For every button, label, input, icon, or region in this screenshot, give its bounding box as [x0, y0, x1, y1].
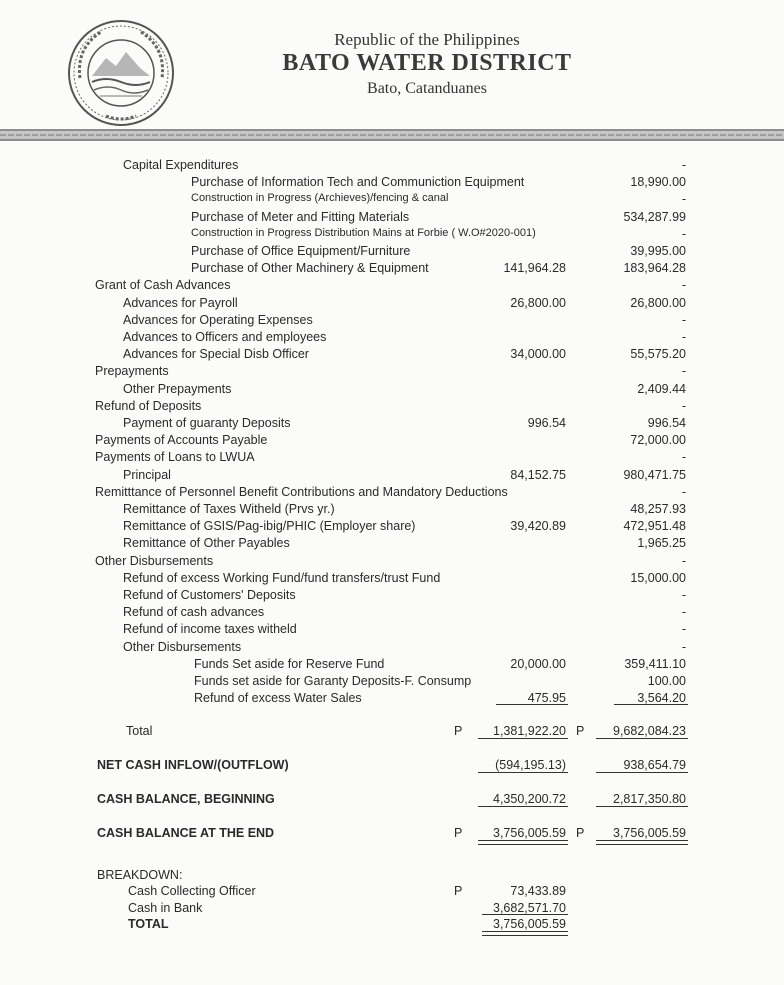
row-cumulative-amount: -	[681, 398, 686, 413]
row-current-amount: 26,800.00	[510, 295, 566, 310]
breakdown-value: 3,682,571.70	[493, 901, 566, 915]
row-label: Refund of Customers' Deposits	[123, 588, 296, 602]
row-label: Other Disbursements	[95, 553, 214, 568]
double-underline	[596, 840, 688, 845]
cash-end-current: 3,756,005.59	[493, 826, 566, 840]
cash-beginning-label: CASH BALANCE, BEGINNING	[97, 792, 275, 806]
row-cumulative-amount: -	[681, 450, 686, 465]
row-label: Construction in Progress (Archieves)/fencing & canal	[191, 192, 449, 205]
row-cumulative-amount: -	[681, 605, 686, 620]
row-cumulative-amount: 26,800.00	[630, 295, 686, 310]
table-row	[0, 450, 784, 468]
breakdown-title: BREAKDOWN:	[97, 868, 183, 882]
row-cumulative-amount: 996.54	[647, 416, 686, 430]
row-cumulative-amount: -	[681, 364, 686, 379]
double-underline	[482, 931, 568, 936]
breakdown-label: Cash Collecting Officer	[128, 884, 256, 898]
row-label: Remittance of GSIS/Pag-ibig/PHIC (Employer share)	[123, 519, 416, 534]
row-cumulative-amount: -	[681, 639, 686, 654]
net-cash-cumulative: 938,654.79	[623, 758, 686, 772]
header-republic: Republic of the Philippines	[334, 30, 520, 49]
row-label: Construction in Progress Distribution Mains at Forbie ( W.O#2020-001)	[191, 226, 536, 239]
peso-sign: P	[576, 724, 585, 738]
row-cumulative-amount: 359,411.10	[624, 656, 686, 671]
underline	[482, 914, 568, 915]
table-row	[0, 244, 784, 262]
table-row	[0, 175, 784, 193]
table-row	[0, 158, 784, 176]
row-cumulative-amount: 55,575.20	[630, 347, 686, 362]
cash-beginning-current: 4,350,200.72	[493, 792, 566, 806]
table-row	[0, 691, 784, 709]
row-label: Purchase of Office Equipment/Furniture	[191, 244, 411, 258]
peso-sign: P	[454, 884, 463, 898]
row-cumulative-amount: 534,287.99	[623, 209, 686, 224]
table-row	[0, 399, 784, 417]
table-row	[0, 571, 784, 589]
peso-sign: P	[454, 826, 463, 840]
row-cumulative-amount: -	[681, 588, 686, 602]
row-label: Remittance of Other Payables	[123, 536, 290, 551]
row-cumulative-amount: -	[681, 312, 686, 327]
row-cumulative-amount: 980,471.75	[623, 467, 686, 482]
row-label: Purchase of Meter and Fitting Materials	[191, 209, 410, 224]
cash-end-label: CASH BALANCE AT THE END	[97, 826, 275, 840]
row-current-amount: 20,000.00	[510, 656, 566, 671]
table-row	[0, 674, 784, 692]
table-row	[0, 657, 784, 675]
table-row	[0, 605, 784, 623]
table-row	[0, 210, 784, 228]
row-cumulative-amount: -	[681, 330, 686, 344]
underline	[496, 704, 568, 705]
row-cumulative-amount: 15,000.00	[630, 570, 686, 585]
table-row	[0, 485, 784, 503]
underline	[596, 772, 688, 773]
table-row	[0, 296, 784, 314]
row-cumulative-amount: 2,409.44	[637, 381, 686, 396]
row-cumulative-amount: -	[681, 192, 686, 207]
underline	[478, 738, 568, 739]
double-underline	[478, 840, 568, 845]
peso-sign: P	[454, 724, 463, 738]
row-cumulative-amount: -	[681, 278, 686, 293]
row-label: Refund of excess Water Sales	[194, 691, 362, 706]
row-label: Other Prepayments	[123, 381, 232, 396]
breakdown-value: 73,433.89	[510, 884, 566, 898]
row-label: Advances for Payroll	[123, 295, 238, 310]
table-row	[0, 433, 784, 451]
table-row	[0, 261, 784, 279]
table-row	[0, 227, 784, 245]
breakdown-label: Cash in Bank	[128, 901, 203, 915]
table-row	[0, 588, 784, 606]
table-row	[0, 416, 784, 434]
underline	[614, 704, 688, 705]
cash-end-cumulative: 3,756,005.59	[613, 826, 686, 840]
row-cumulative-amount: -	[681, 158, 686, 172]
row-label: Refund of excess Working Fund/fund transfers/trust Fund	[123, 570, 441, 585]
table-row	[0, 347, 784, 365]
row-label: Prepayments	[95, 364, 169, 379]
row-label: Other Disbursements	[123, 639, 242, 654]
table-row	[0, 382, 784, 400]
row-label: Refund of cash advances	[123, 605, 265, 620]
row-label: Refund of Deposits	[95, 398, 202, 413]
table-row	[0, 313, 784, 331]
table-row	[0, 364, 784, 382]
row-label: Grant of Cash Advances	[95, 278, 231, 293]
row-label: Purchase of Information Tech and Communiction Equipment	[191, 175, 525, 190]
row-label: Remitttance of Personnel Benefit Contributions and Mandatory Deductions	[95, 484, 508, 499]
net-cash-row	[0, 758, 784, 776]
underline	[478, 772, 568, 773]
header-location: Bato, Catanduanes	[367, 80, 487, 97]
row-label: Payment of guaranty Deposits	[123, 416, 291, 430]
row-cumulative-amount: 39,995.00	[630, 244, 686, 258]
row-label: Remittance of Taxes Witheld (Prvs yr.)	[123, 502, 335, 516]
row-label: Advances for Operating Expenses	[123, 312, 313, 327]
row-label: Payments of Loans to LWUA	[95, 450, 255, 465]
table-row	[0, 519, 784, 537]
underline	[478, 806, 568, 807]
header-district-name: BATO WATER DISTRICT	[282, 50, 572, 76]
row-cumulative-amount: 472,951.48	[623, 519, 686, 534]
row-cumulative-amount: 183,964.28	[623, 261, 686, 276]
underline	[596, 738, 688, 739]
row-current-amount: 475.95	[527, 691, 566, 706]
row-label: Advances for Special Disb Officer	[123, 347, 309, 362]
table-row	[0, 502, 784, 520]
row-cumulative-amount: -	[681, 484, 686, 499]
table-row	[0, 278, 784, 296]
row-cumulative-amount: 48,257.93	[630, 502, 686, 516]
net-cash-label: NET CASH INFLOW/(OUTFLOW)	[97, 758, 289, 772]
row-label: Capital Expenditures	[123, 158, 239, 172]
row-cumulative-amount: 72,000.00	[630, 433, 686, 448]
row-cumulative-amount: -	[681, 553, 686, 568]
row-label: Principal	[123, 467, 171, 482]
table-row	[0, 330, 784, 348]
row-current-amount: 141,964.28	[503, 261, 566, 276]
row-label: Advances to Officers and employees	[123, 330, 327, 344]
breakdown-total-value: 3,756,005.59	[493, 917, 566, 931]
table-row	[0, 554, 784, 572]
row-label: Funds Set aside for Reserve Fund	[194, 656, 385, 671]
row-cumulative-amount: 3,564.20	[637, 691, 686, 706]
header-divider	[0, 126, 784, 144]
breakdown-total-row	[0, 917, 784, 935]
total-label: Total	[126, 724, 153, 738]
breakdown-row	[0, 884, 784, 902]
row-label: Purchase of Other Machinery & Equipment	[191, 261, 429, 276]
cash-beginning-row	[0, 792, 784, 810]
row-label: Refund of income taxes witheld	[123, 622, 297, 637]
table-row	[0, 192, 784, 210]
underline	[596, 806, 688, 807]
net-cash-current: (594,195.13)	[495, 758, 566, 772]
row-cumulative-amount: 1,965.25	[637, 536, 686, 551]
row-current-amount: 84,152.75	[510, 467, 566, 482]
row-label: Payments of Accounts Payable	[95, 433, 268, 448]
breakdown-total-label: TOTAL	[128, 917, 169, 931]
cash-beginning-cumulative: 2,817,350.80	[613, 792, 686, 806]
row-current-amount: 39,420.89	[510, 519, 566, 534]
row-cumulative-amount: 18,990.00	[630, 175, 686, 190]
row-cumulative-amount: -	[681, 226, 686, 241]
table-row	[0, 622, 784, 640]
total-current: 1,381,922.20	[493, 724, 566, 738]
total-cumulative: 9,682,084.23	[613, 724, 686, 738]
table-row	[0, 468, 784, 486]
peso-sign: P	[576, 826, 585, 840]
row-current-amount: 996.54	[527, 416, 566, 430]
row-cumulative-amount: 100.00	[647, 674, 686, 688]
table-row	[0, 640, 784, 658]
table-row	[0, 536, 784, 554]
row-current-amount: 34,000.00	[510, 347, 566, 362]
row-label: Funds set aside for Garanty Deposits-F. Consump	[194, 674, 472, 688]
total-row	[0, 724, 784, 742]
row-cumulative-amount: -	[681, 622, 686, 637]
